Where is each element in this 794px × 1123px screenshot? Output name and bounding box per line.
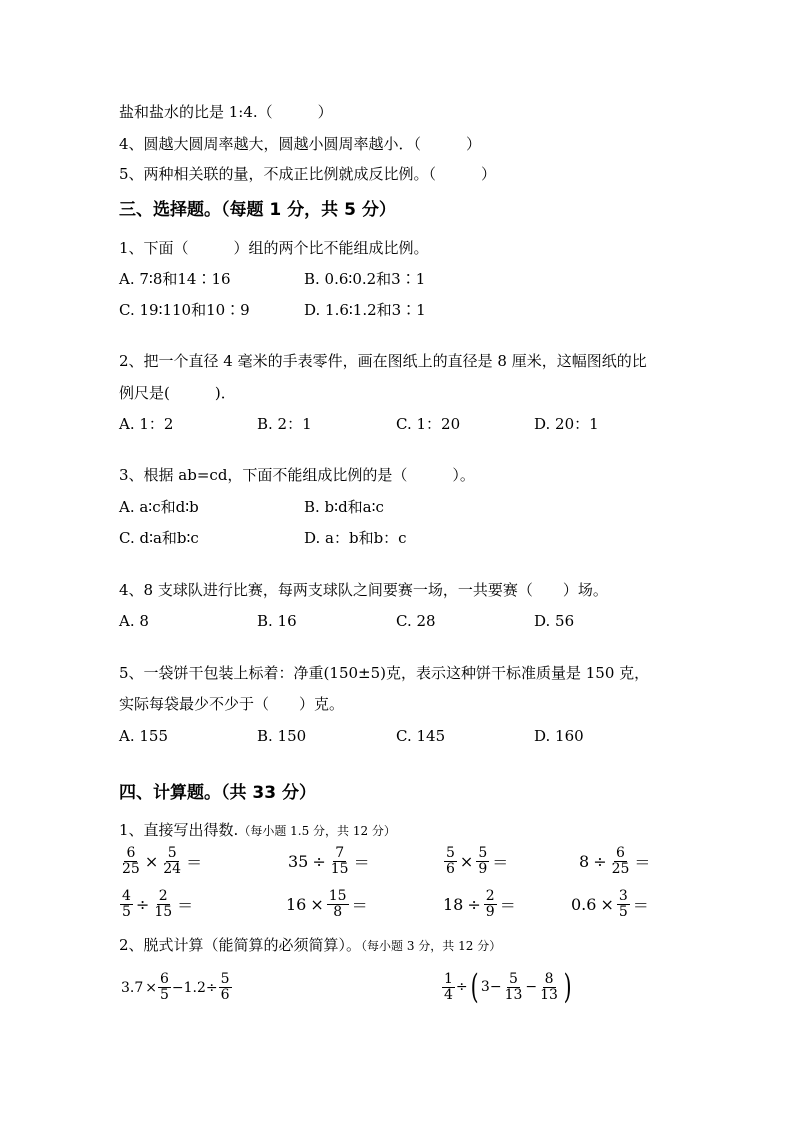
fraction: $\frac{5}{13}$ — [504, 970, 523, 1003]
mental-calc-3: $\frac{5}{6}$ × $\frac{5}{9}$ ＝ — [446, 845, 509, 877]
choice-q4-option-c[interactable]: C. 28 — [396, 612, 436, 630]
fraction: $\frac{2}{15}$ — [154, 888, 173, 920]
fraction: $\frac{1}{4}$ — [444, 970, 453, 1003]
fraction: $\frac{6}{5}$ — [160, 971, 169, 1003]
mental-calc-2: 35 ÷ $\frac{7}{15}$ ＝ — [288, 845, 370, 877]
mental-calc-6: 16 × $\frac{15}{8}$ ＝ — [286, 888, 368, 920]
choice-q2-option-c[interactable]: C. 1：20 — [396, 415, 461, 433]
fraction: $\frac{5}{9}$ — [478, 845, 488, 877]
judge-q3-continuation: 盐和盐水的比是 1:4.（ ） — [119, 103, 333, 121]
judge-q4: 4、圆越大圆周率越大，圆越小圆周率越小．（ ） — [119, 135, 482, 153]
fraction: $\frac{4}{5}$ — [122, 888, 131, 920]
calc-part2-note: （每小题 3 分，共 12 分） — [361, 939, 502, 953]
fraction: $\frac{3}{5}$ — [618, 888, 628, 920]
choice-q2-option-b[interactable]: B. 2：1 — [257, 415, 312, 433]
choice-q5-option-c[interactable]: C. 145 — [396, 727, 446, 745]
choice-q4-option-b[interactable]: B. 16 — [257, 612, 297, 630]
calc-part2-heading — [119, 935, 501, 956]
judge-q5: 5、两种相关联的量，不成正比例就成反比例。（ ） — [119, 165, 497, 183]
choice-q1-option-c[interactable]: C. 19∶110和10∶9 — [119, 301, 250, 319]
choice-q1-option-a[interactable]: A. 7∶8和14∶16 — [119, 270, 231, 288]
mental-calc-4: 8 ÷ $\frac{6}{25}$ ＝ — [579, 845, 651, 877]
calc-part1-heading — [119, 820, 396, 841]
choice-q5-stem-line1: 5、一袋饼干包装上标着：净重(150±5)克，表示这种饼干标准质量是 150 克， — [119, 664, 650, 682]
choice-q2-stem-line1: 2、把一个直径 4 毫米的手表零件，画在图纸上的直径是 8 厘米，这幅图纸的比 — [119, 352, 647, 370]
choice-q2-option-a[interactable]: A. 1：2 — [119, 415, 174, 433]
stepwise-calc-1: 3.7 × $\frac{6}{5}$ −1.2÷ $\frac{5}{6}$ — [121, 971, 230, 1003]
fraction: $\frac{5}{6}$ — [220, 971, 230, 1003]
fraction: $\frac{2}{9}$ — [485, 888, 495, 920]
choice-q2-stem-line2: 例尺是( )． — [119, 384, 236, 402]
fraction: $\frac{15}{8}$ — [328, 888, 347, 920]
choice-q3-option-b[interactable]: B. b∶d和a∶c — [304, 498, 384, 516]
mental-calc-8: 0.6 × $\frac{3}{5}$ ＝ — [571, 888, 649, 920]
choice-q4-stem: 4、8 支球队进行比赛，每两支球队之间要赛一场，一共要赛（ ）场。 — [119, 581, 608, 599]
choice-q3-option-c[interactable]: C. d∶a和b∶c — [119, 529, 199, 547]
right-paren: ) — [563, 967, 572, 1007]
stepwise-calc-2: $\frac{1}{4}$ ÷ ( 3 − $\frac{5}{13}$ − $\frac{8}{13}$ ) — [444, 967, 572, 1007]
choice-q1-option-b[interactable]: B. 0.6∶0.2和3∶1 — [304, 270, 426, 288]
choice-q3-option-d[interactable]: D. a：b和b：c — [304, 529, 407, 547]
choice-q4-option-a[interactable]: A. 8 — [119, 612, 149, 630]
choice-q1-option-d[interactable]: D. 1.6∶1.2和3∶1 — [304, 301, 426, 319]
mental-calc-5: $\frac{4}{5}$ ÷ $\frac{2}{15}$ ＝ — [122, 888, 194, 920]
mental-calc-7: 18 ÷ $\frac{2}{9}$ ＝ — [443, 888, 516, 920]
section3-title: 三、选择题。（每题 1 分，共 5 分） — [119, 200, 396, 220]
fraction: $\frac{8}{13}$ — [540, 970, 558, 1003]
fraction: $\frac{6}{25}$ — [611, 845, 630, 877]
fraction: $\frac{7}{15}$ — [330, 845, 349, 877]
fraction: $\frac{6}{25}$ — [122, 845, 140, 877]
fraction: $\frac{5}{24}$ — [163, 845, 182, 877]
choice-q5-option-d[interactable]: D. 160 — [534, 727, 584, 745]
calc-part2-title: 2、脱式计算（能简算的必须简算）。 — [119, 936, 362, 954]
choice-q5-stem-line2: 实际每袋最少不少于（ ）克。 — [119, 695, 345, 713]
calc-part1-note: （每小题 1.5 分，共 12 分） — [238, 824, 396, 838]
choice-q4-option-d[interactable]: D. 56 — [534, 612, 575, 630]
section4-title: 四、计算题。（共 33 分） — [119, 783, 316, 803]
choice-q3-option-a[interactable]: A. a∶c和d∶b — [119, 498, 199, 516]
choice-q5-option-b[interactable]: B. 150 — [257, 727, 307, 745]
choice-q5-option-a[interactable]: A. 155 — [119, 727, 168, 745]
left-paren: ( — [470, 967, 479, 1007]
choice-q2-option-d[interactable]: D. 20：1 — [534, 415, 599, 433]
choice-q3-stem: 3、根据 ab=cd，下面不能组成比例的是（ ）。 — [119, 466, 475, 484]
calc-part1-title: 1、直接写出得数. — [119, 821, 239, 839]
fraction: $\frac{5}{6}$ — [446, 845, 455, 877]
choice-q1-stem: 1、下面（ ）组的两个比不能组成比例。 — [119, 239, 429, 257]
mental-calc-1: $\frac{6}{25}$ × $\frac{5}{24}$ ＝ — [122, 845, 203, 877]
